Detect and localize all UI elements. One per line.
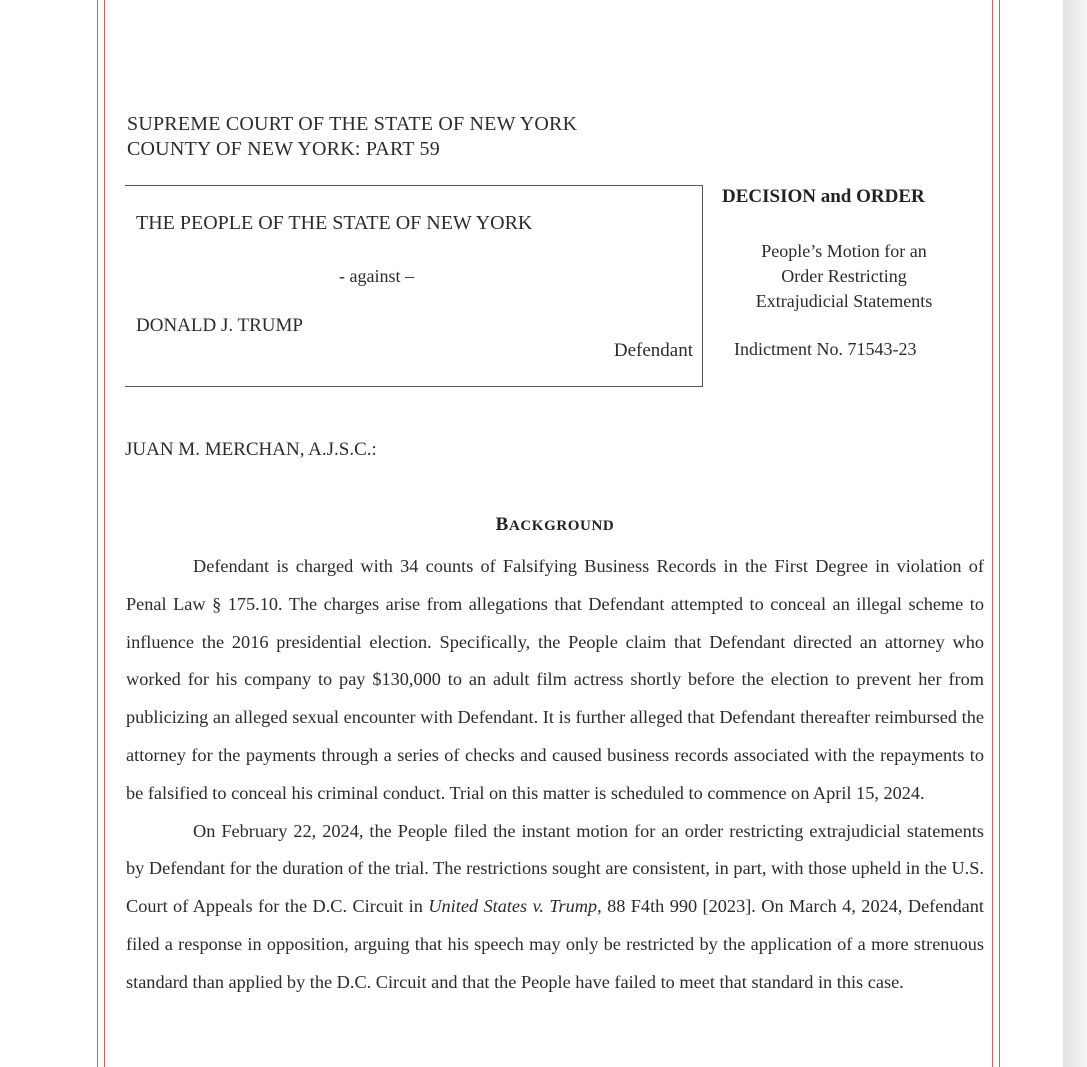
motion-line: Order Restricting <box>781 266 907 286</box>
caption-defendant-name: DONALD J. TRUMP <box>136 315 303 336</box>
judge-name: JUAN M. MERCHAN, A.J.S.C.: <box>125 439 377 460</box>
case-citation: United States v. Trump <box>428 896 598 917</box>
motion-description <box>726 239 962 314</box>
body-text <box>126 548 984 1002</box>
paragraph-2-text-a: On February 22, 2024, the People filed the instant motion for an order restricting extrajudicial statements by Defendant for the duration of the trial. The restrictions sought are consistent, in part, with those upheld in the U.S. Court of Appeals for the D.C. Circuit in <box>126 820 984 917</box>
heading-initial: B <box>495 514 509 535</box>
caption-against: - against – <box>339 266 414 286</box>
decision-title: DECISION and ORDER <box>722 186 925 207</box>
section-heading <box>0 514 1087 536</box>
court-name: SUPREME COURT OF THE STATE OF NEW YORK <box>127 113 578 135</box>
caption-defendant-role: Defendant <box>613 340 693 361</box>
case-caption-box <box>125 185 703 387</box>
caption-plaintiff: THE PEOPLE OF THE STATE OF NEW YORK <box>136 212 533 234</box>
motion-line: Extrajudicial Statements <box>755 291 933 311</box>
paragraph-2-text-b: , 88 F4th 990 [2023]. On March 4, 2024, Defendant filed a response in opposition, arguing that his speech may only be restricted by the application of a more strenuous standard than applied by the D.C. Circuit and that the People have failed to meet that standard in this case. <box>126 896 984 992</box>
court-header <box>127 112 577 162</box>
court-county-part: COUNTY OF NEW YORK: PART 59 <box>127 138 440 160</box>
motion-line: People’s Motion for an <box>761 241 927 261</box>
paragraph-1: Defendant is charged with 34 counts of Falsifying Business Records in the First Degree in violation of Penal Law § 175.10. The charges arise from allegations that Defendant attempted to conceal an illegal scheme to influence the 2016 presidential election. Specifically, the People claim that Defendant directed an attorney who worked for his company to pay $130,000 to an adult film actress shortly before the election to prevent her from publicizing an alleged sexual encounter with Defendant. It is further alleged that Defendant thereafter reimbursed the attorney for the payments through a series of checks and caused business records associated with the repayments to be falsified to conceal his criminal conduct. Trial on this matter is scheduled to commence on April 15, 2024. <box>126 556 984 803</box>
paragraph-2 <box>126 813 984 1002</box>
page-edge-shadow <box>1063 0 1087 1067</box>
heading-rest: ACKGROUND <box>508 518 615 534</box>
indictment-number: Indictment No. 71543-23 <box>734 339 917 359</box>
